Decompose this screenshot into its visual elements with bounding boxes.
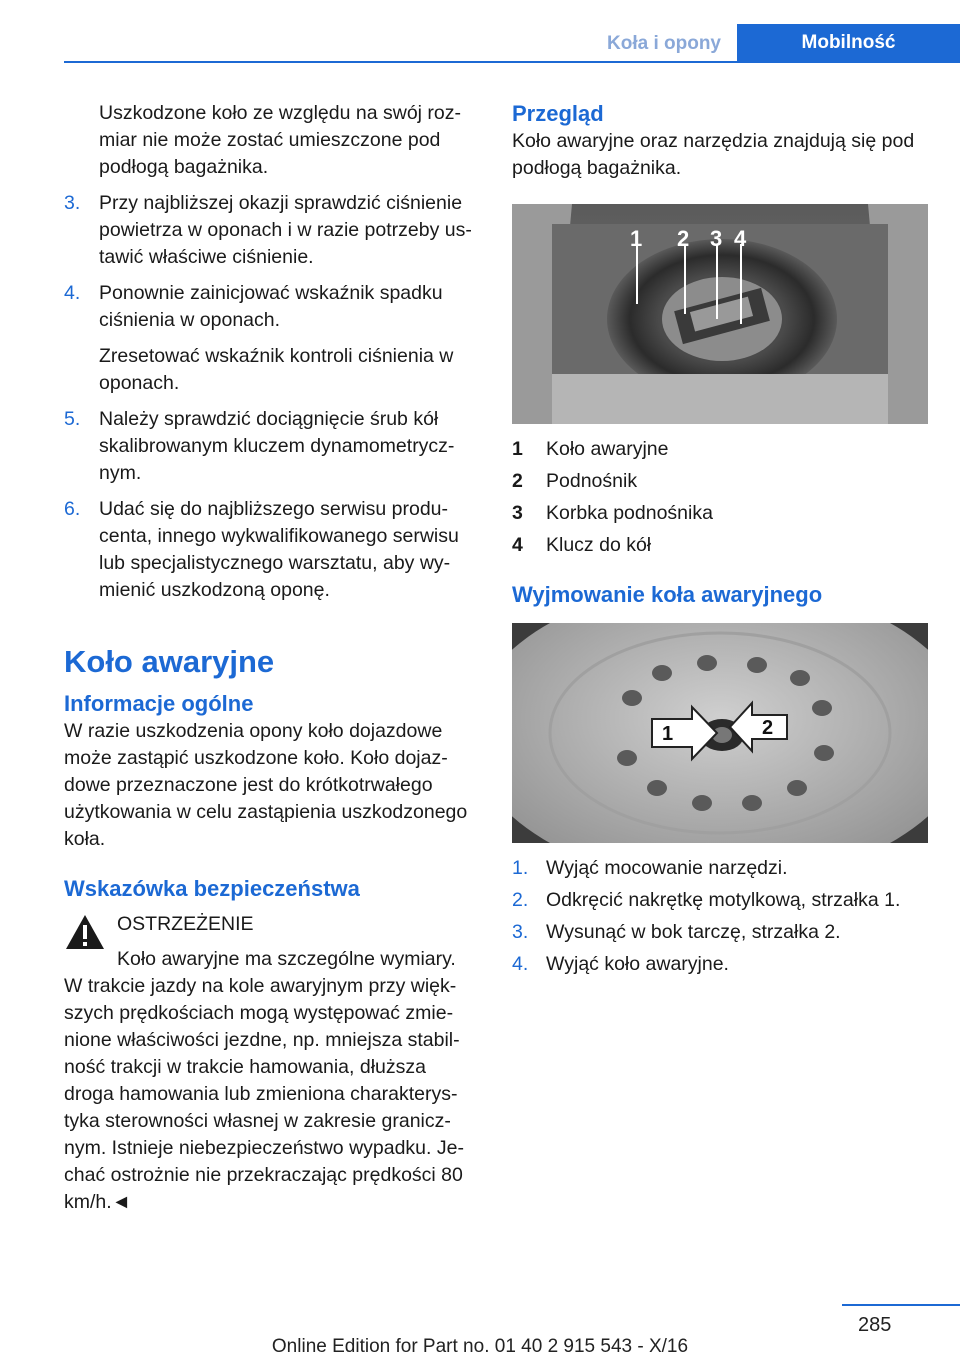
step-text: Odkręcić nakrętkę motylkową, strzałka 1. [546,889,901,911]
page-number-rule [842,1304,960,1306]
step-number: 1. [512,857,529,879]
overview-heading: Przegląd [512,101,604,126]
left-column [64,100,476,1216]
page-number: 285 [858,1314,892,1336]
step-4-sub: Zresetować wskaźnik kontroli ciśnienia w oponach. [99,345,454,394]
step-number: 3. [512,921,529,943]
step-text: Wyjąć koło awaryjne. [546,953,729,975]
header-chapter-tab: Mobilność [737,24,960,62]
legend-item [512,500,928,527]
photo1-callout-4: 4 [734,226,747,251]
spare-wheel-illustration [512,623,928,843]
legend-key: 2 [512,470,523,492]
step-number: 3. [64,192,81,214]
step-text: Udać się do najbliższego serwisu produ-centa, innego wykwalifikowanego serwisu lub specjalistycznego warsztatu, aby wy-mienić uszkodzoną oponę. [99,498,459,601]
legend-key: 4 [512,534,523,556]
section-title: Koło awaryjne [64,644,275,679]
removal-step [512,887,928,914]
step-number: 4. [512,953,529,975]
general-heading: Informacje ogólne [64,691,254,716]
footer-edition: Online Edition for Part no. 01 40 2 915 543 - X/16 [271,1336,689,1357]
legend-label: Klucz do kół [546,534,652,556]
intro-continuation: Uszkodzone koło ze względu na swój roz-miar nie może zostać umieszczone pod podłogą bagażnika. [99,102,462,178]
step-number: 5. [64,408,81,430]
photo1-callout-1: 1 [630,226,643,251]
step-text: Wyjąć mocowanie narzędzi. [546,857,788,879]
spare-wheel-photo [512,623,928,843]
removal-step [512,919,928,946]
photo2-callout-2: 2 [762,717,774,739]
step-text: Ponownie zainicjować wskaźnik spadku ciśnienia w oponach. [99,282,443,331]
warning-text: W trakcie jazdy na kole awaryjnym przy więk-szych prędkościach mogą występować zmie-nione właściwości jezdne, np. mniejsza stabil-ność trakcji w trakcie hamowania, dłuższa droga hamowania lub zmieniona charakterys-tyka sterowności własnej w zakresie granicz-nym. Istnieje niebezpieczeństwo wypadku. Je-chać ostrożnie nie przekraczając prędkości 80 km/h.◄ [64,975,464,1213]
warning-title: OSTRZEŻENIE [117,913,254,935]
legend-label: Podnośnik [546,470,638,492]
photo1-legend [512,436,928,559]
removal-heading: Wyjmowanie koła awaryjnego [512,582,823,607]
step-4 [64,280,476,334]
step-3 [64,190,476,271]
legend-key: 1 [512,438,523,460]
right-column [512,100,928,978]
warning-lead: Koło awaryjne ma szczególne wymiary. [117,948,456,970]
trunk-photo-illustration [512,204,928,424]
legend-label: Korbka podnośnika [546,502,713,524]
removal-step [512,951,928,978]
legend-key: 3 [512,502,523,524]
safety-heading: Wskazówka bezpieczeństwa [64,876,360,901]
photo1-callout-2: 2 [677,226,690,251]
step-5 [64,406,476,487]
legend-item [512,532,928,559]
removal-steps [512,855,928,978]
step-text: Przy najbliższej okazji sprawdzić ciśnienie powietrza w oponach i w razie potrzeby us-tawić właściwe ciśnienie. [99,192,472,268]
trunk-spare-wheel-photo [512,204,928,424]
warning-block [64,911,476,1216]
legend-item [512,468,928,495]
legend-item [512,436,928,463]
step-number: 4. [64,282,81,304]
photo1-callout-3: 3 [710,226,723,251]
header-section-title: Koła i opony [607,33,721,54]
legend-label: Koło awaryjne [546,438,669,460]
warning-triangle-icon [64,913,106,951]
step-text: Wysunąć w bok tarczę, strzałka 2. [546,921,841,943]
general-text: W razie uszkodzenia opony koło dojazdowe może zastąpić uszkodzone koło. Koło dojaz-dowe przeznaczone jest do krótkotrwałego użytkowania w celu zastąpienia uszkodzonego koła. [64,720,468,850]
step-number: 6. [64,498,81,520]
photo2-callout-1: 1 [662,723,674,745]
removal-step [512,855,928,882]
overview-text: Koło awaryjne oraz narzędzia znajdują się pod podłogą bagażnika. [512,130,915,179]
step-text: Należy sprawdzić dociągnięcie śrub kół skalibrowanym kluczem dynamometrycz-nym. [99,408,455,484]
header-rule [64,61,960,63]
step-number: 2. [512,889,529,911]
step-6 [64,496,476,604]
